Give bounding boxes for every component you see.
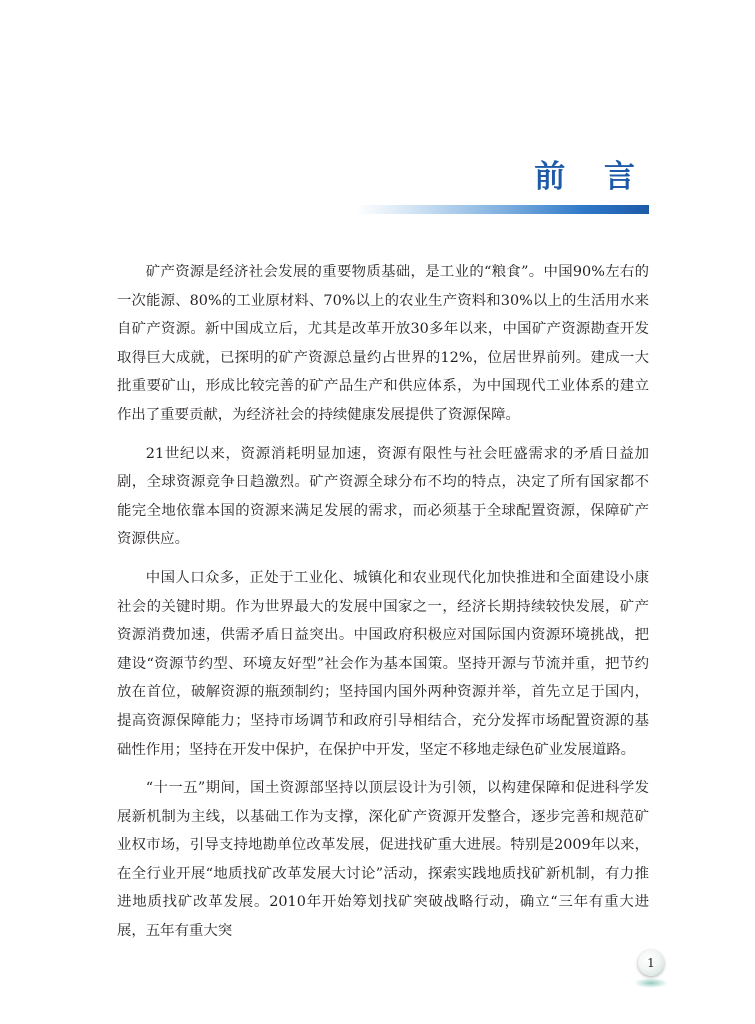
- page-number-glow: [634, 978, 668, 988]
- body-text: [117, 258, 649, 956]
- title-underline-bar: [356, 205, 649, 214]
- paragraph: 21世纪以来，资源消耗明显加速，资源有限性与社会旺盛需求的矛盾日益加剧，全球资源竞争日趋激烈。矿产资源全球分布不均的特点，决定了所有国家都不能完全地依靠本国的资源来满足发展的需求，而必须基于全球配置资源，保障矿产资源供应。: [117, 445, 649, 548]
- paragraph: 中国人口众多，正处于工业化、城镇化和农业现代化加快推进和全面建设小康社会的关键时期。作为世界最大的发展中国家之一，经济长期持续较快发展，矿产资源消费加速，供需矛盾日益突出。中国政府积极应对国际国内资源环境挑战，把建设“资源节约型、环境友好型”社会作为基本国策。坚持开源与节流并重，把节约放在首位，破解资源的瓶颈制约；坚持国内国外两种资源并举，首先立足于国内，提高资源保障能力；坚持市场调节和政府引导相结合，充分发挥市场配置资源的基础性作用；坚持在开发中保护，在保护中开发，坚定不移地走绿色矿业发展道路。: [117, 569, 649, 758]
- paragraph: 矿产资源是经济社会发展的重要物质基础，是工业的“粮食”。中国90%左右的一次能源、80%的工业原材料、70%以上的农业生产资料和30%以上的生活用水来自矿产资源。新中国成立后，尤其是改革开放30多年以来，中国矿产资源勘查开发取得巨大成就，已探明的矿产资源总量约占世界的12%，位居世界前列。建成一大批重要矿山，形成比较完善的矿产品生产和供应体系，为中国现代工业体系的建立作出了重要贡献，为经济社会的持续健康发展提供了资源保障。: [117, 264, 649, 423]
- page-number-badge: [634, 950, 668, 990]
- page-title: 前 言: [534, 159, 649, 195]
- page-number: 1: [638, 950, 664, 976]
- paragraph: “十一五”期间，国土资源部坚持以顶层设计为引领，以构建保障和促进科学发展新机制为主线，以基础工作为支撑，深化矿产资源开发整合，逐步完善和规范矿业权市场，引导支持地勘单位改革发展，促进找矿重大进展。特别是2009年以来，在全行业开展“地质找矿改革发展大讨论”活动，探索实践地质找矿新机制，有力推进地质找矿改革发展。2010年开始筹划找矿突破战略行动，确立“三年有重大进展，五年有重大突: [117, 780, 649, 940]
